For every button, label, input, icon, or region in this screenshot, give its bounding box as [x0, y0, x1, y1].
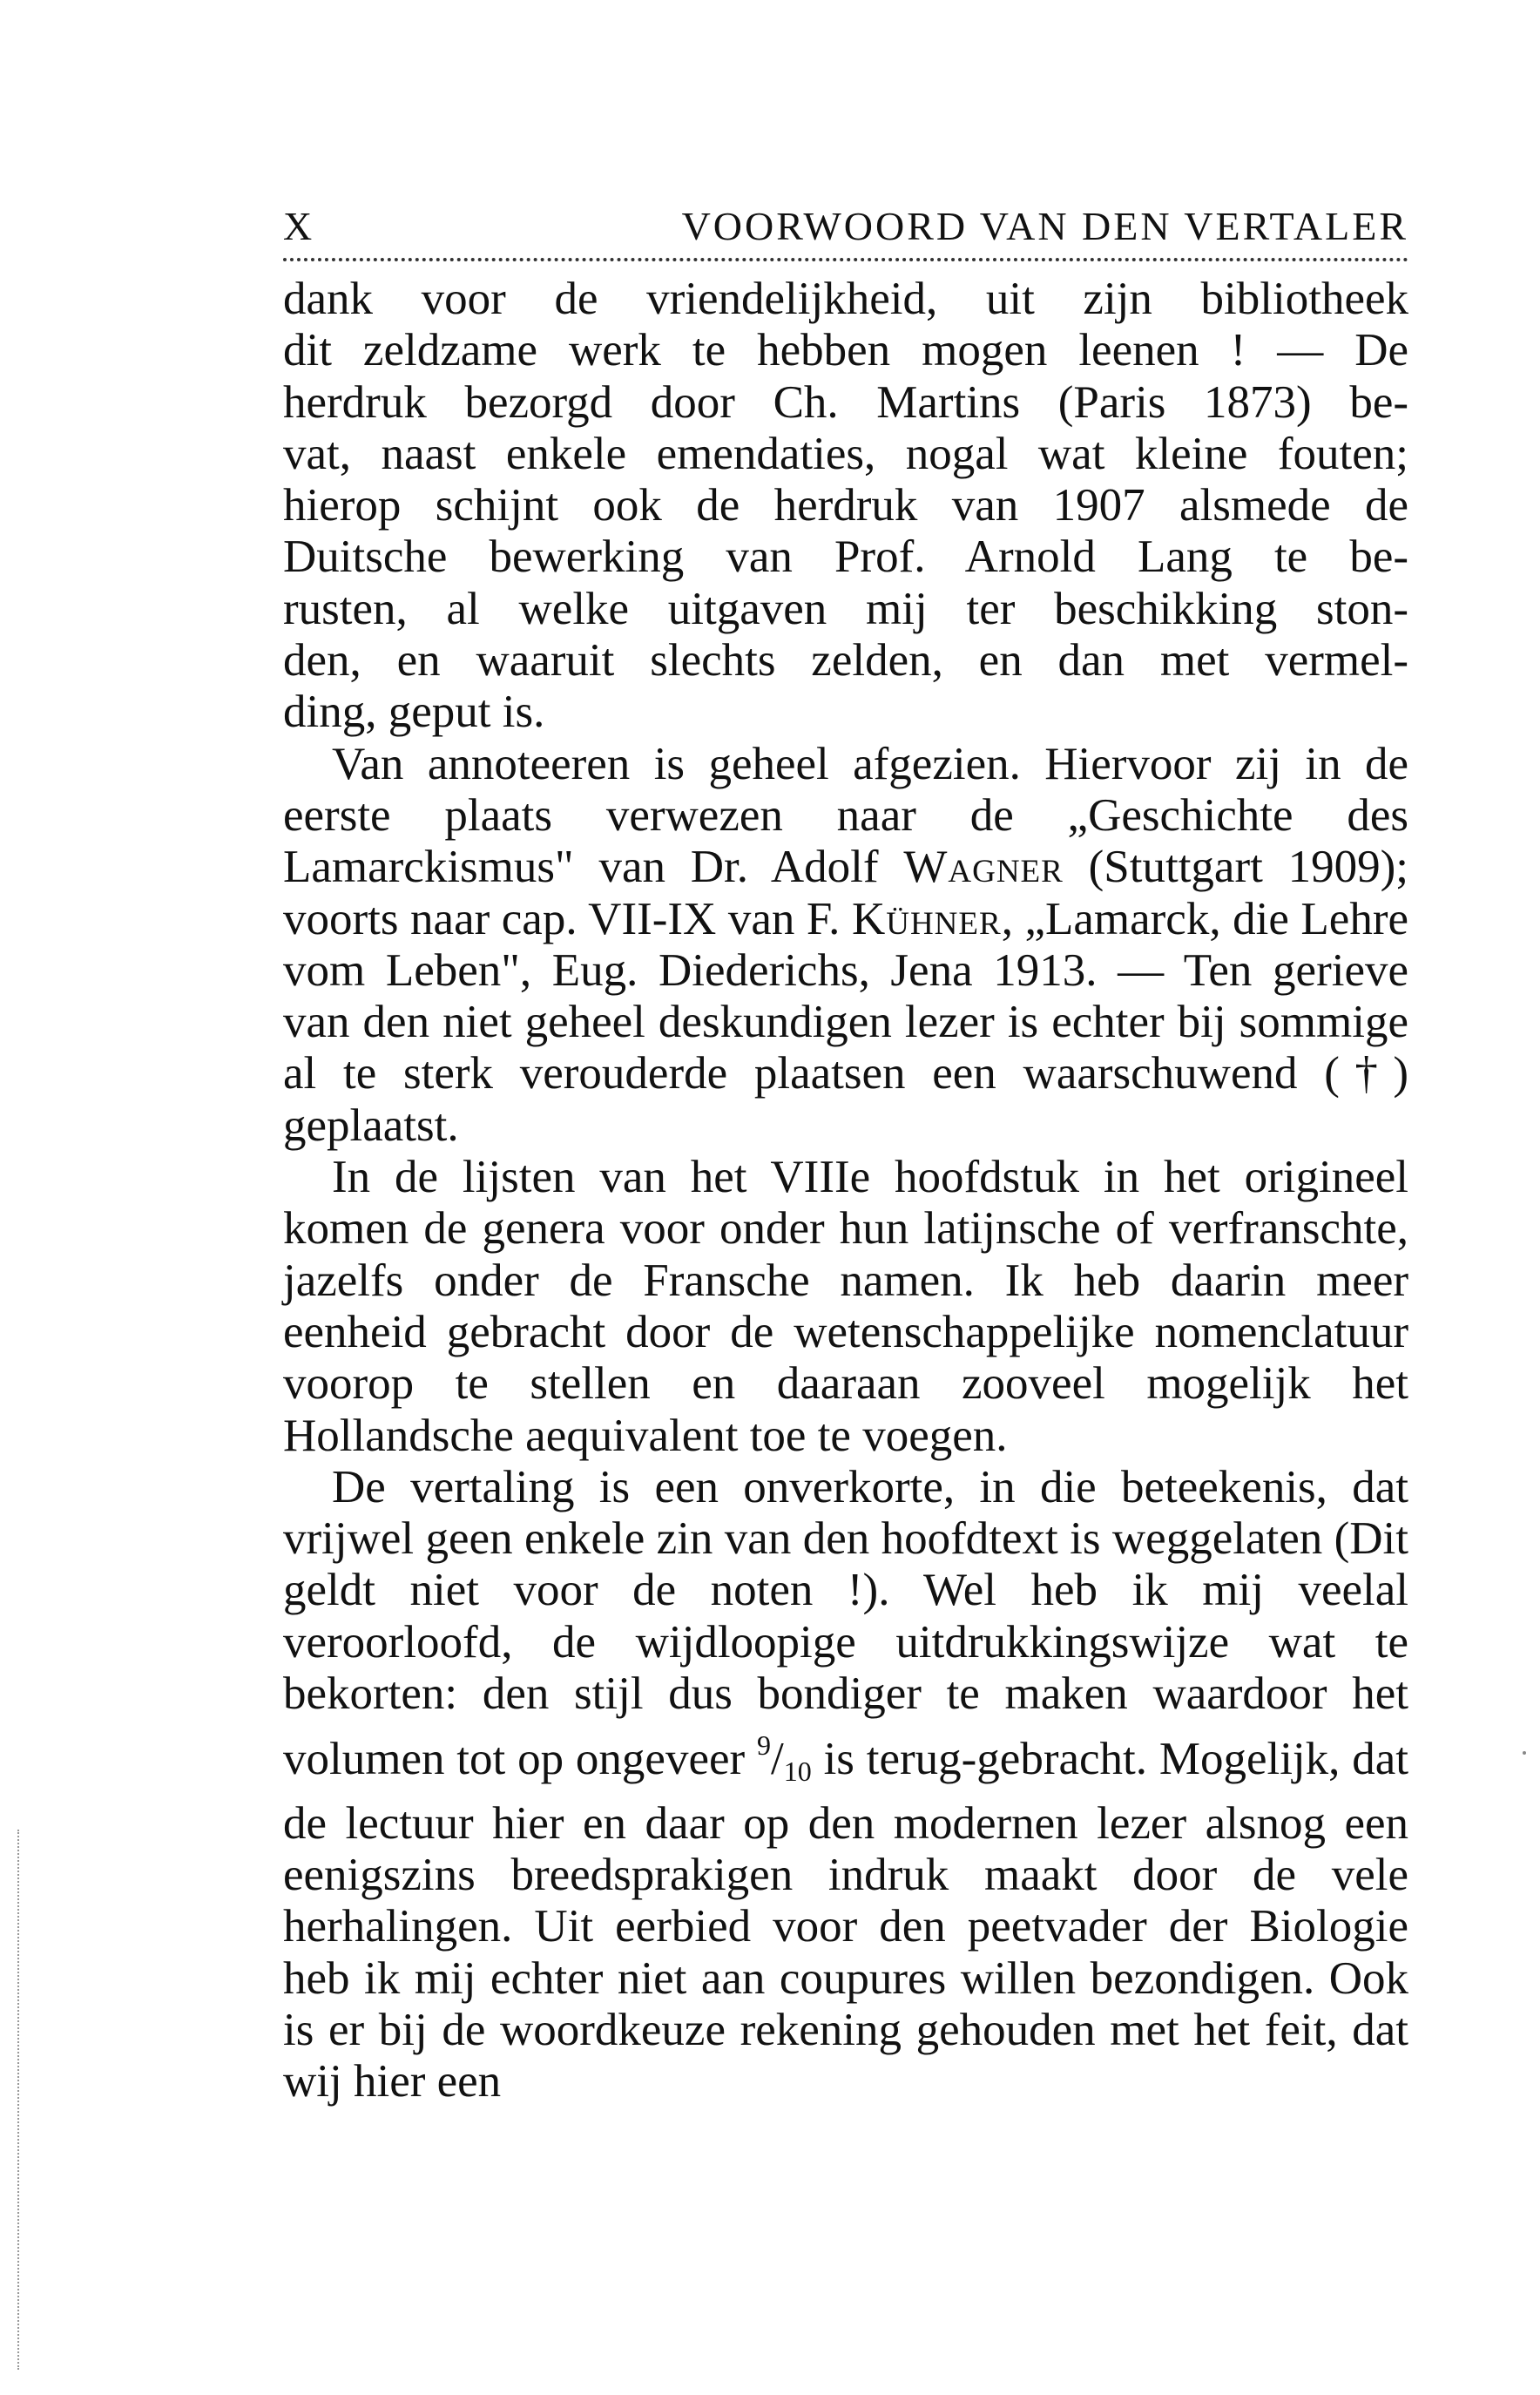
book-page — [283, 200, 1408, 2107]
paragraph-text: De vertaling is een onverkorte, in die beteekenis, dat vrijwel geen enkele zin van den hoofdtext is weggelaten (Dit geldt niet voor de noten !). Wel heb ik mij veelal veroorloofd, de wijdloopige uitdrukkingswijze wat te bekorten: den stijl dus bondiger te maken waardoor het volumen tot op ongeveer — [283, 1461, 1408, 1785]
text-line: hierop schijnt ook de herdruk van 1907 alsmede de — [283, 480, 1408, 531]
body-text — [283, 274, 1408, 2107]
scan-edge-marks — [17, 1830, 37, 2370]
fraction-numerator: 9 — [757, 1729, 771, 1762]
text-line: vat, naast enkele emendaties, nogal wat kleine fouten; — [283, 428, 1408, 479]
paragraph-nomenclature: In de lijsten van het VIIIe hoofdstuk in het origineel komen de genera voor onder hun latijnsche of verfranschte, jazelfs onder de Fransche namen. Ik heb daarin meer eenheid gebracht door de wetenschappelijke nomenclatuur voorop te stellen en daaraan zooveel mogelijk het Hollandsche aequivalent toe te voegen. — [283, 1152, 1408, 1461]
page-number: X — [283, 204, 313, 248]
author-name: Wagner — [903, 842, 1064, 893]
paragraph-annotations — [283, 739, 1408, 1152]
fraction: $^9/_{10}$ — [757, 1729, 812, 1788]
paragraph-text: Van annoteeren is geheel afgezien. Hiervoor zij in de eerste plaats verwezen naar de „Geschichte des Lamarckismus" van Dr. Adolf — [283, 738, 1408, 893]
paragraph-text: (Stuttgart 1909); voorts naar cap. VII-IX van F. — [283, 842, 1409, 944]
scan-speck — [1523, 1751, 1526, 1755]
paragraph-translation — [283, 1462, 1408, 2108]
text-line: dank voor de vriendelijkheid, uit zijn bibliotheek — [283, 274, 1408, 324]
author-name: Kühner — [851, 893, 1002, 944]
text-line: ding, geput is. — [283, 687, 545, 738]
text-line: dit zeldzame werk te hebben mogen leenen ! — De — [283, 325, 1408, 376]
running-header — [283, 200, 1408, 261]
paragraph-continuation — [283, 274, 1408, 739]
text-line: Duitsche bewerking van Prof. Arnold Lang te be- — [283, 531, 1408, 583]
text-line: rusten, al welke uitgaven mij ter beschikking ston- — [283, 583, 1408, 634]
running-title: VOORWOORD VAN DEN VERTALER — [681, 204, 1408, 248]
text-line: herdruk bezorgd door Ch. Martins (Paris 1873) be- — [283, 376, 1408, 428]
paragraph-text: is terug-gebracht. Mogelijk, dat de lectuur hier en daar op den modernen lezer alsnog een eenigszins breedsprakigen indruk maakt door de vele herhalingen. Uit eerbied voor den peetvader der Biologie heb ik mij echter niet aan coupures willen bezondigen. Ook is er bij de woordkeuze rekening gehouden met het feit, dat wij hier een — [283, 1734, 1408, 2107]
text-line: den, en waaruit slechts zelden, en dan met vermel- — [283, 635, 1408, 687]
fraction-denominator: 10 — [783, 1756, 812, 1788]
paragraph-text: , „Lamarck, die Lehre vom Leben", Eug. Diederichs, Jena 1913. — Ten gerieve van den niet geheel deskundigen lezer is echter bij sommige al te sterk verouderde plaatsen een waarschuwend (†) geplaatst. — [283, 893, 1408, 1151]
